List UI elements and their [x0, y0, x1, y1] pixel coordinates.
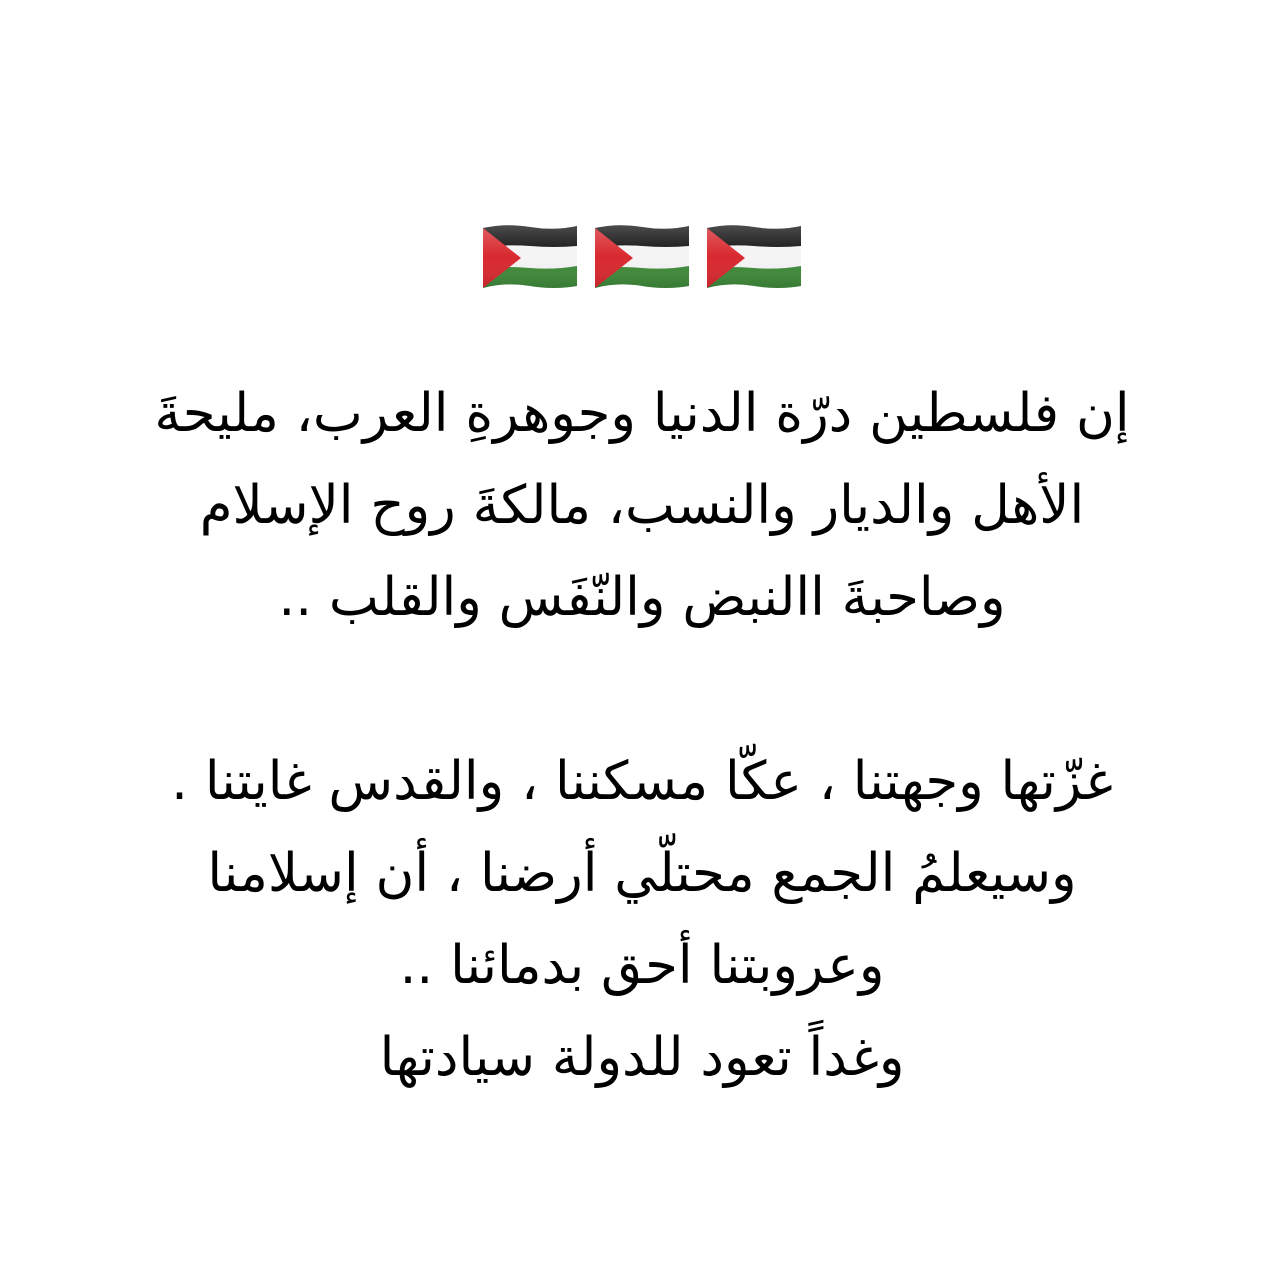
text-line: وغداً تعود للدولة سيادتها [379, 1027, 905, 1088]
palestine-flag-icon [705, 222, 803, 292]
text-line: إن فلسطين درّة الدنيا وجوهرةِ العرب، مليحةَ [154, 383, 1130, 444]
paragraph-palestine [100, 368, 1184, 644]
paragraph-cities [100, 736, 1184, 1104]
text-line: وسيعلمُ الجمع محتلّي أرضنا ، أن إسلامنا [207, 843, 1077, 904]
text-line: الأهل والديار والنسب، مالكةَ روح الإسلام [199, 475, 1085, 536]
text-line: وعروبتنا أحق بدمائنا .. [399, 935, 885, 996]
palestine-flag-icon [481, 222, 579, 292]
palestine-flag-icon [593, 222, 691, 292]
text-line: غزّتها وجهتنا ، عكّا مسكننا ، والقدس غايتنا . [171, 751, 1113, 812]
flags-row [0, 222, 1284, 292]
text-line: وصاحبةَ االنبض والنّفَس والقلب .. [278, 567, 1006, 628]
